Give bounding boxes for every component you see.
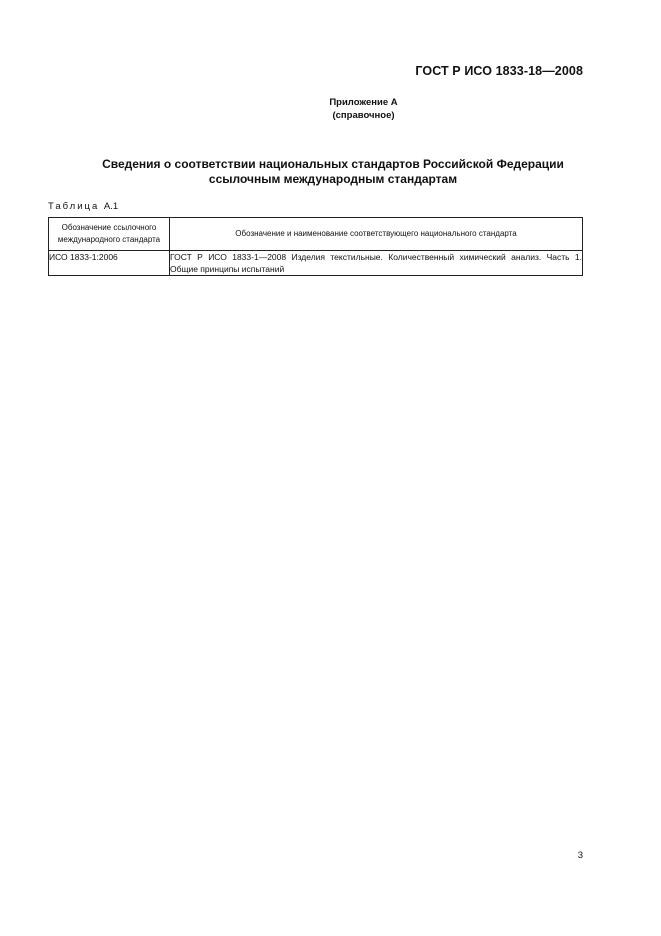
table-label (48, 201, 118, 212)
page-number: 3 (577, 850, 583, 861)
section-title (48, 157, 618, 187)
table-label-number: А.1 (103, 201, 119, 212)
table-label-word: Таблица (48, 201, 100, 212)
page-header-standard-id: ГОСТ Р ИСО 1833-18—2008 (415, 64, 583, 78)
correspondence-table (48, 217, 583, 276)
column-header-national: Обозначение и наименование соответствующего национального стандарта (170, 218, 583, 251)
table-row (49, 251, 583, 276)
annex-heading (0, 96, 661, 122)
section-title-line-1: Сведения о соответствии национальных стандартов Российской Федерации (102, 157, 564, 171)
column-header-international: Обозначение ссылочного международного стандарта (49, 218, 170, 251)
cell-international-standard: ИСО 1833-1:2006 (49, 251, 170, 276)
section-title-line-2: ссылочным международным стандартам (208, 172, 458, 186)
cell-national-standard: ГОСТ Р ИСО 1833-1—2008 Изделия текстильные. Количественный химический анализ. Часть 1. Общие принципы испытаний (170, 252, 582, 274)
annex-type: (справочное) (332, 110, 395, 121)
table-header-row (49, 218, 583, 251)
annex-title: Приложение А (329, 97, 398, 108)
